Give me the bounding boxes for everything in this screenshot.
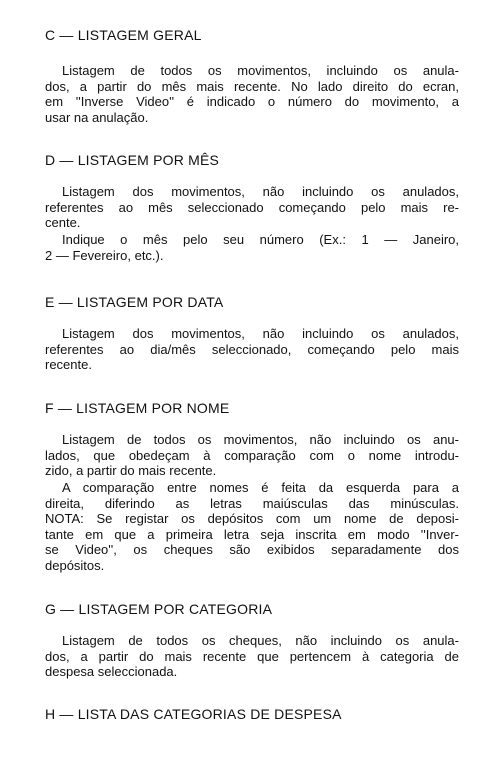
text-line: depósitos.	[45, 557, 105, 573]
text-line: Listagem de todos os movimentos, não incluindo os anu-	[62, 432, 459, 447]
text-line: referentes ao dia/mês seleccionado, começando pelo mais	[45, 341, 459, 357]
section-heading-f: F — LISTAGEM POR NOME	[45, 400, 230, 416]
section-heading-g: G — LISTAGEM POR CATEGORIA	[45, 601, 273, 617]
section-heading-c: C — LISTAGEM GERAL	[45, 27, 202, 43]
section-e-paragraph-1	[45, 326, 459, 373]
text-line: se Video'', os cheques são exibidos separadamente dos	[45, 542, 459, 558]
text-line: direita, diferindo as letras maiúsculas das minúsculas.	[45, 495, 459, 511]
section-d-paragraph-2	[45, 232, 459, 263]
text-line: cente.	[45, 215, 81, 231]
section-heading-e: E — LISTAGEM POR DATA	[45, 294, 224, 310]
text-line: recente.	[45, 357, 92, 373]
text-line: zido, a partir do mais recente.	[45, 463, 217, 479]
text-line: em ''Inverse Video'' é indicado o número do movimento, a	[45, 94, 459, 110]
text-line: dos, a partir do mês mais recente. No lado direito do ecran,	[45, 78, 459, 94]
section-g-paragraph-1	[45, 633, 459, 680]
section-heading-d: D — LISTAGEM POR MÊS	[45, 152, 220, 168]
text-line: Listagem dos movimentos, não incluindo os anulados,	[62, 184, 459, 199]
text-line: lados, que obedeçam à comparação com o nome introdu-	[45, 447, 459, 463]
section-f-paragraph-1	[45, 432, 459, 479]
section-heading-h: H — LISTA DAS CATEGORIAS DE DESPESA	[45, 706, 342, 722]
text-line: dos, a partir do mais recente que pertencem à categoria de	[45, 648, 459, 664]
text-line: Listagem de todos os cheques, não incluindo os anula-	[62, 633, 459, 648]
text-line: NOTA: Se registar os depósitos com um nome de deposi-	[45, 511, 459, 527]
text-line: Indique o mês pelo seu número (Ex.: 1 — Janeiro,	[62, 232, 459, 247]
section-c-paragraph-1	[45, 63, 459, 125]
text-line: usar na anulação.	[45, 109, 149, 125]
text-line: referentes ao mês seleccionado começando pelo mais re-	[45, 199, 459, 215]
text-line: Listagem dos movimentos, não incluindo os anulados,	[62, 326, 459, 341]
text-line: A comparação entre nomes é feita da esquerda para a	[62, 480, 459, 495]
text-line: Listagem de todos os movimentos, incluindo os anula-	[62, 63, 459, 78]
text-line: 2 — Fevereiro, etc.).	[45, 247, 164, 263]
text-line: tante em que a primeira letra seja inscrita em modo ''Inver-	[45, 526, 459, 542]
text-line: despesa seleccionada.	[45, 664, 178, 680]
section-f-paragraph-2	[45, 480, 459, 574]
section-d-paragraph-1	[45, 184, 459, 231]
